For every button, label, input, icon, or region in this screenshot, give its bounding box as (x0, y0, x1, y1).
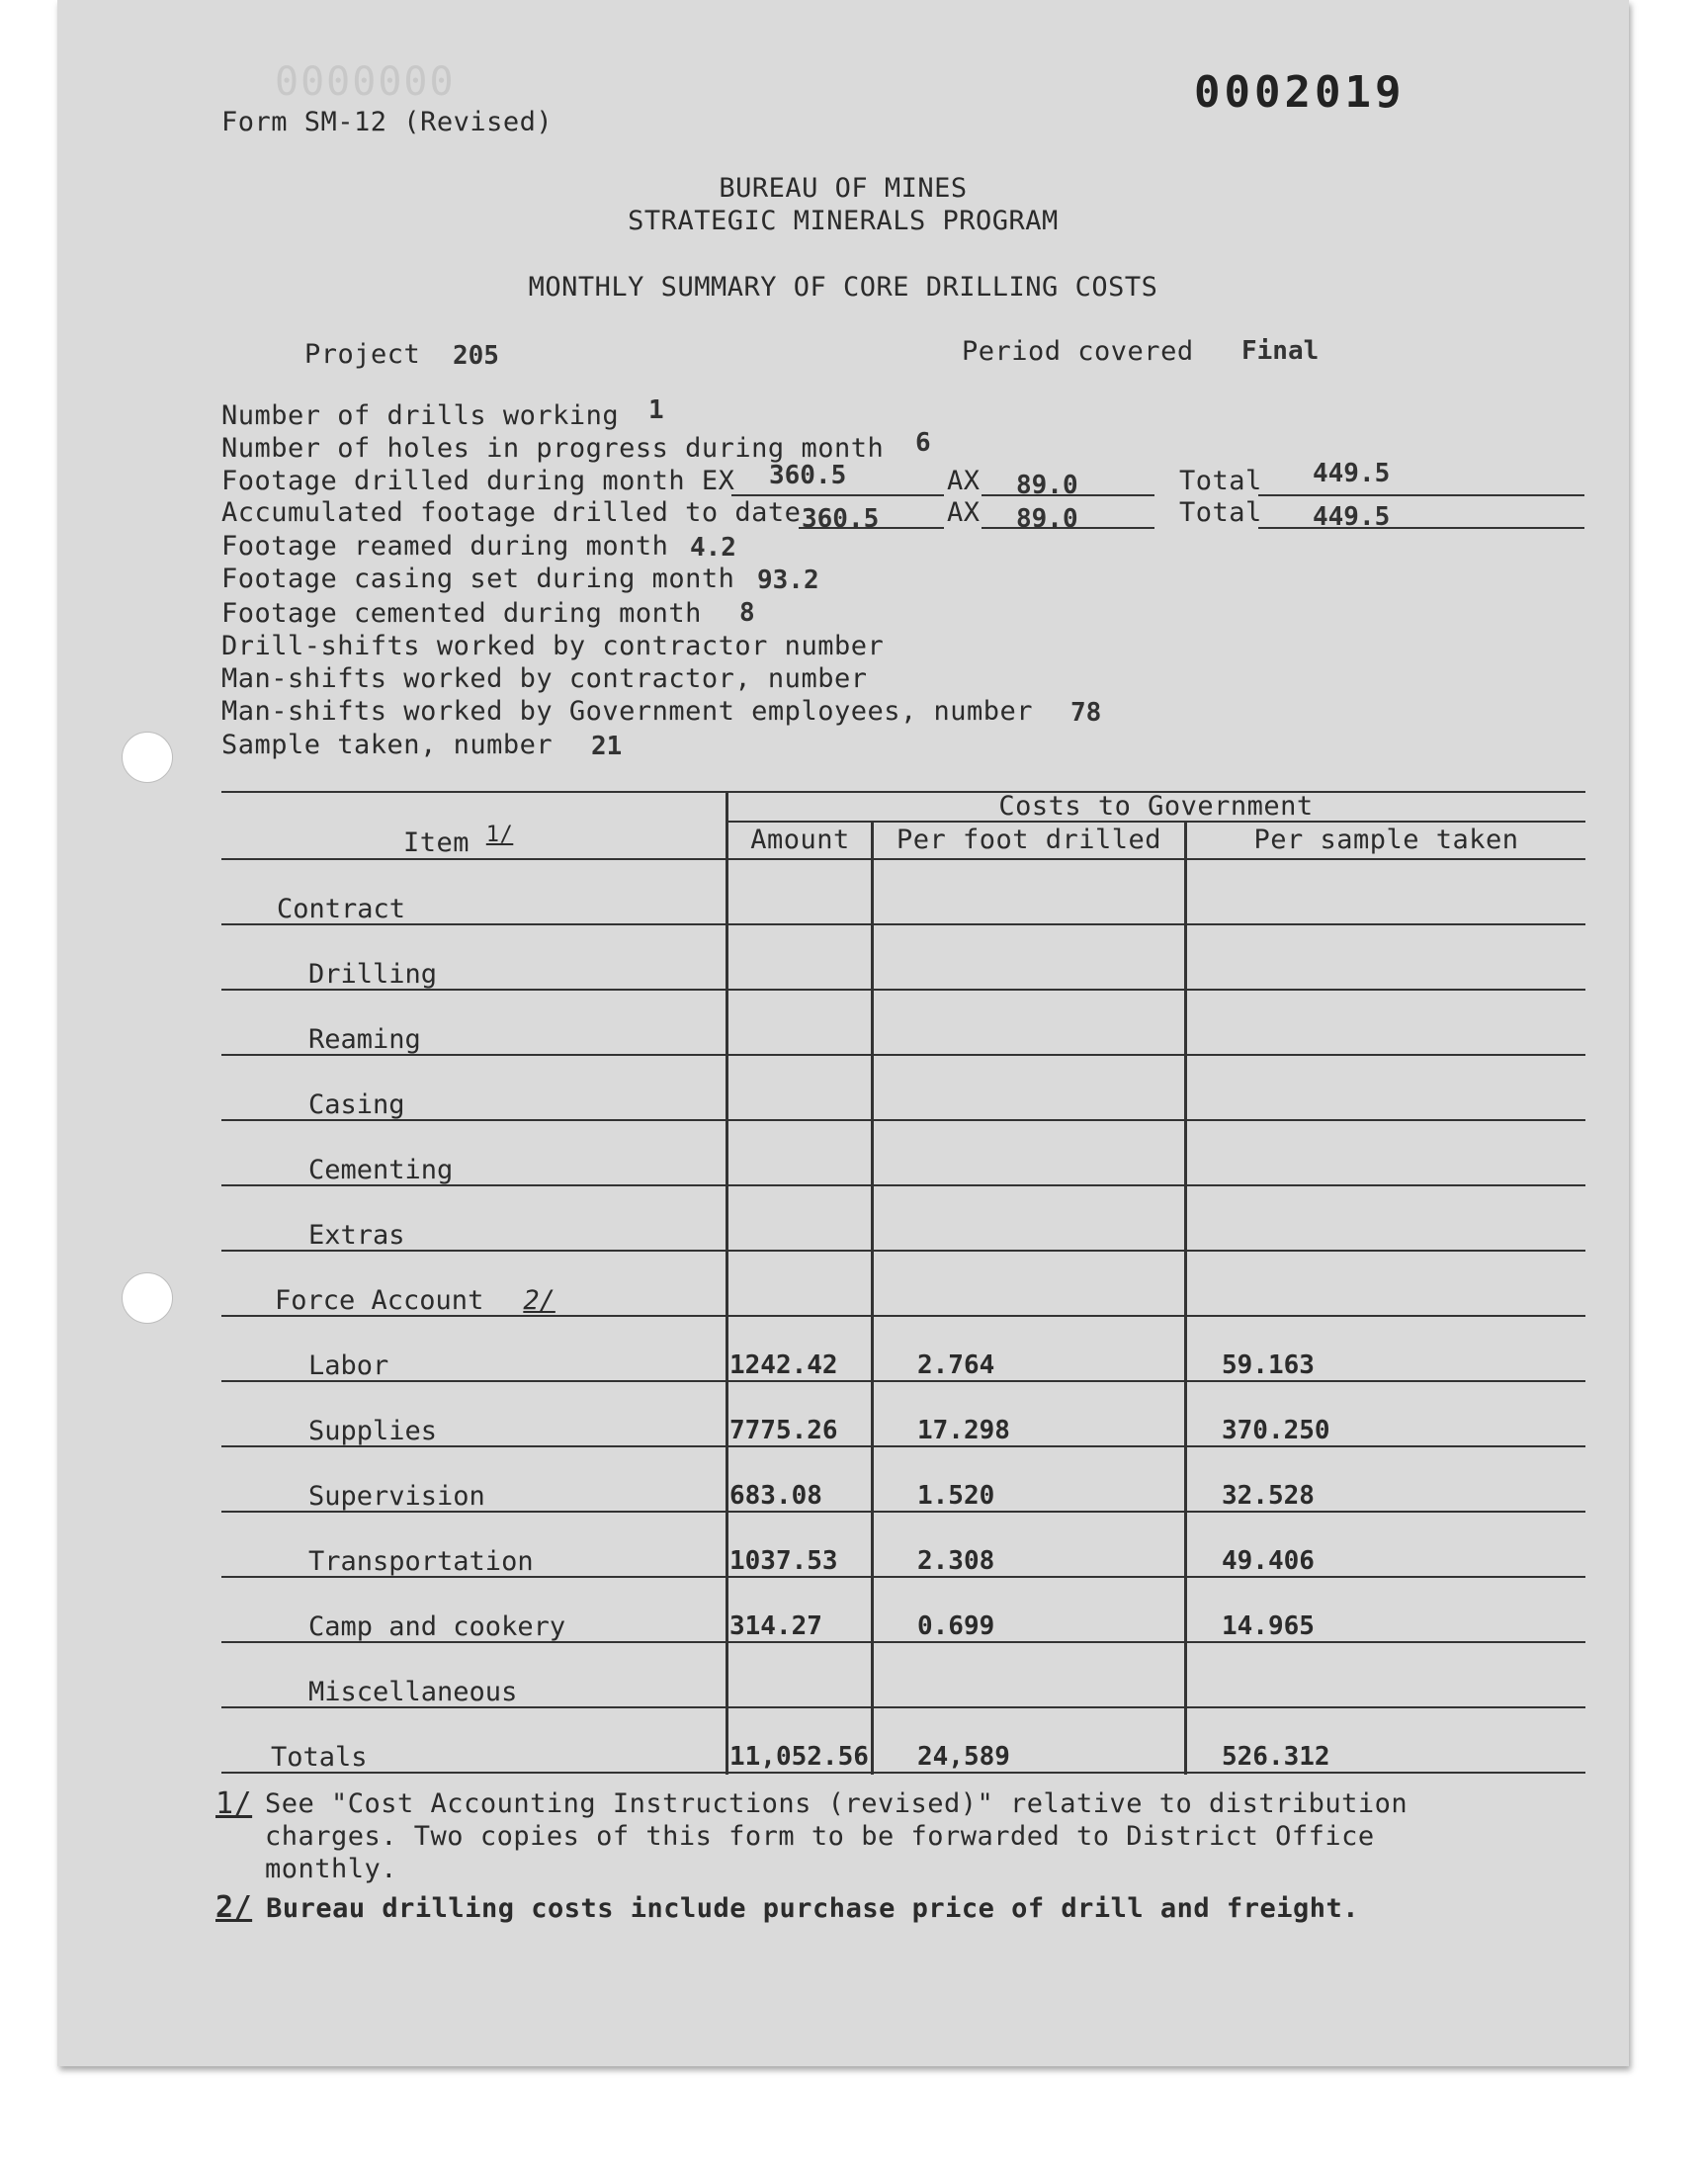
force-account-footnote-mark: 2/ (523, 1285, 555, 1316)
amount-column-header: Amount (750, 825, 850, 855)
item-header-text: Item (403, 827, 470, 858)
table-row-item (308, 1155, 453, 1185)
table-row-item-text: Extras (308, 1220, 405, 1251)
table-row-item-text: Contract (277, 894, 406, 924)
costs-group-header: Costs to Government (998, 791, 1314, 822)
document-number: 0002019 (1194, 67, 1406, 118)
table-cell-per-foot: 2.764 (917, 1350, 995, 1380)
table-row-item (308, 1546, 534, 1577)
accum-footage-total-value: 449.5 (1313, 502, 1391, 532)
footage-reamed-label: Footage reamed during month (221, 531, 669, 562)
table-cell-per-foot: 17.298 (917, 1416, 1010, 1445)
document-sheet (57, 0, 1629, 2066)
table-row-item-text: Reaming (308, 1024, 421, 1055)
drills-working-label: Number of drills working (221, 400, 620, 431)
table-row-item-text: Totals (271, 1742, 368, 1773)
table-row-item (308, 1611, 565, 1642)
accum-footage-total-label: Total (1179, 497, 1262, 528)
footnote-2-text: Bureau drilling costs include purchase price of drill and freight. (266, 1893, 1359, 1924)
table-row-item-text: Force Account (275, 1285, 484, 1316)
footnote-2-mark: 2/ (215, 1890, 253, 1925)
table-row-item (308, 1416, 437, 1446)
table-cell-per-sample: 370.250 (1222, 1416, 1330, 1445)
footage-casing-label: Footage casing set during month (221, 564, 735, 594)
holes-in-progress-value: 6 (915, 428, 931, 458)
footnote-1-line-1: See "Cost Accounting Instructions (revised)" relative to distribution (265, 1788, 1409, 1819)
agency-heading: BUREAU OF MINES (719, 173, 968, 204)
footage-casing-value: 93.2 (757, 566, 819, 595)
table-cell-per-sample: 59.163 (1222, 1350, 1315, 1380)
table-row-item-text: Casing (308, 1089, 405, 1120)
item-footnote-mark: 1/ (485, 823, 514, 847)
table-row-item (308, 1350, 388, 1381)
table-row-item-text: Supplies (308, 1416, 438, 1446)
period-label: Period covered (962, 336, 1194, 367)
table-cell-per-foot: 24,589 (917, 1742, 1010, 1772)
table-cell-per-sample: 32.528 (1222, 1481, 1315, 1511)
table-cell-per-foot: 1.520 (917, 1481, 995, 1511)
holes-in-progress-label: Number of holes in progress during month (221, 433, 885, 464)
table-row-item (308, 959, 437, 990)
footnote-1 (215, 1787, 1408, 1885)
accum-footage-ex-value: 360.5 (802, 504, 880, 534)
footage-drilled-total-label: Total (1179, 466, 1262, 496)
accum-footage-ax-value: 89.0 (1016, 504, 1078, 534)
footage-drilled-ax-label: AX (947, 466, 981, 496)
form-id: Form SM-12 (Revised) (221, 107, 554, 137)
accum-footage-label: Accumulated footage drilled to date (221, 497, 802, 528)
punch-hole-top (122, 732, 173, 783)
table-cell-per-foot: 0.699 (917, 1611, 995, 1641)
table-cell-per-sample: 49.406 (1222, 1546, 1315, 1576)
table-cell-amount: 314.27 (729, 1611, 822, 1641)
footnote-1-line-3: monthly. (265, 1854, 398, 1884)
footage-drilled-total-value: 449.5 (1313, 459, 1391, 488)
table-cell-per-foot: 2.308 (917, 1546, 995, 1576)
footnote-1-line-2: charges. Two copies of this form to be forwarded to District Office (265, 1821, 1375, 1852)
footage-drilled-label: Footage drilled during month EX (221, 466, 735, 496)
samples-taken-label: Sample taken, number (221, 730, 554, 760)
table-cell-per-sample: 526.312 (1222, 1742, 1330, 1772)
footage-drilled-ex-value: 360.5 (769, 461, 847, 490)
table-row-item-text: Transportation (308, 1546, 534, 1577)
man-shifts-contractor-label: Man-shifts worked by contractor, number (221, 663, 868, 694)
drill-shifts-contractor-label: Drill-shifts worked by contractor number (221, 631, 885, 661)
table-row-item-text: Cementing (308, 1155, 454, 1185)
per-foot-column-header: Per foot drilled (896, 825, 1162, 855)
table-cell-per-sample: 14.965 (1222, 1611, 1315, 1641)
period-value: Final (1241, 336, 1320, 366)
footnote-1-mark: 1/ (215, 1786, 253, 1821)
footage-cemented-value: 8 (739, 598, 755, 628)
man-shifts-government-label: Man-shifts worked by Government employees, number (221, 696, 1034, 727)
footage-reamed-value: 4.2 (690, 533, 736, 563)
table-row-item (308, 1024, 421, 1055)
punch-hole-bottom (122, 1272, 173, 1324)
table-row-item-text: Drilling (308, 959, 438, 990)
footage-drilled-ax-value: 89.0 (1016, 471, 1078, 500)
table-cell-amount: 1242.42 (729, 1350, 838, 1380)
table-cell-amount: 7775.26 (729, 1416, 838, 1445)
table-cell-amount: 11,052.56 (729, 1742, 869, 1772)
table-row-item (308, 1089, 405, 1120)
table-row-item-text: Labor (308, 1350, 389, 1381)
table-cell-amount: 683.08 (729, 1481, 822, 1511)
table-cell-amount: 1037.53 (729, 1546, 838, 1576)
table-row-item (275, 1285, 555, 1316)
man-shifts-government-value: 78 (1070, 698, 1102, 728)
document-title: MONTHLY SUMMARY OF CORE DRILLING COSTS (528, 272, 1158, 303)
samples-taken-value: 21 (591, 732, 623, 761)
footnote-2 (215, 1890, 1359, 1925)
table-row-item-text: Supervision (308, 1481, 485, 1512)
table-row-item (277, 894, 405, 924)
table-row-item (308, 1481, 485, 1512)
item-column-header (403, 823, 513, 858)
project-value: 205 (453, 341, 499, 371)
program-heading: STRATEGIC MINERALS PROGRAM (628, 206, 1059, 236)
footage-cemented-label: Footage cemented during month (221, 598, 702, 629)
faint-stamp-number: 0000000 (275, 59, 456, 105)
per-sample-column-header: Per sample taken (1253, 825, 1519, 855)
table-row-item-text: Camp and cookery (308, 1611, 566, 1642)
table-row-item-text: Miscellaneous (308, 1677, 518, 1707)
drills-working-value: 1 (648, 395, 664, 425)
accum-footage-ax-label: AX (947, 497, 981, 528)
table-row-item (308, 1220, 405, 1251)
table-row-item (308, 1677, 517, 1707)
table-row-item (271, 1742, 368, 1773)
project-label: Project (304, 339, 421, 370)
